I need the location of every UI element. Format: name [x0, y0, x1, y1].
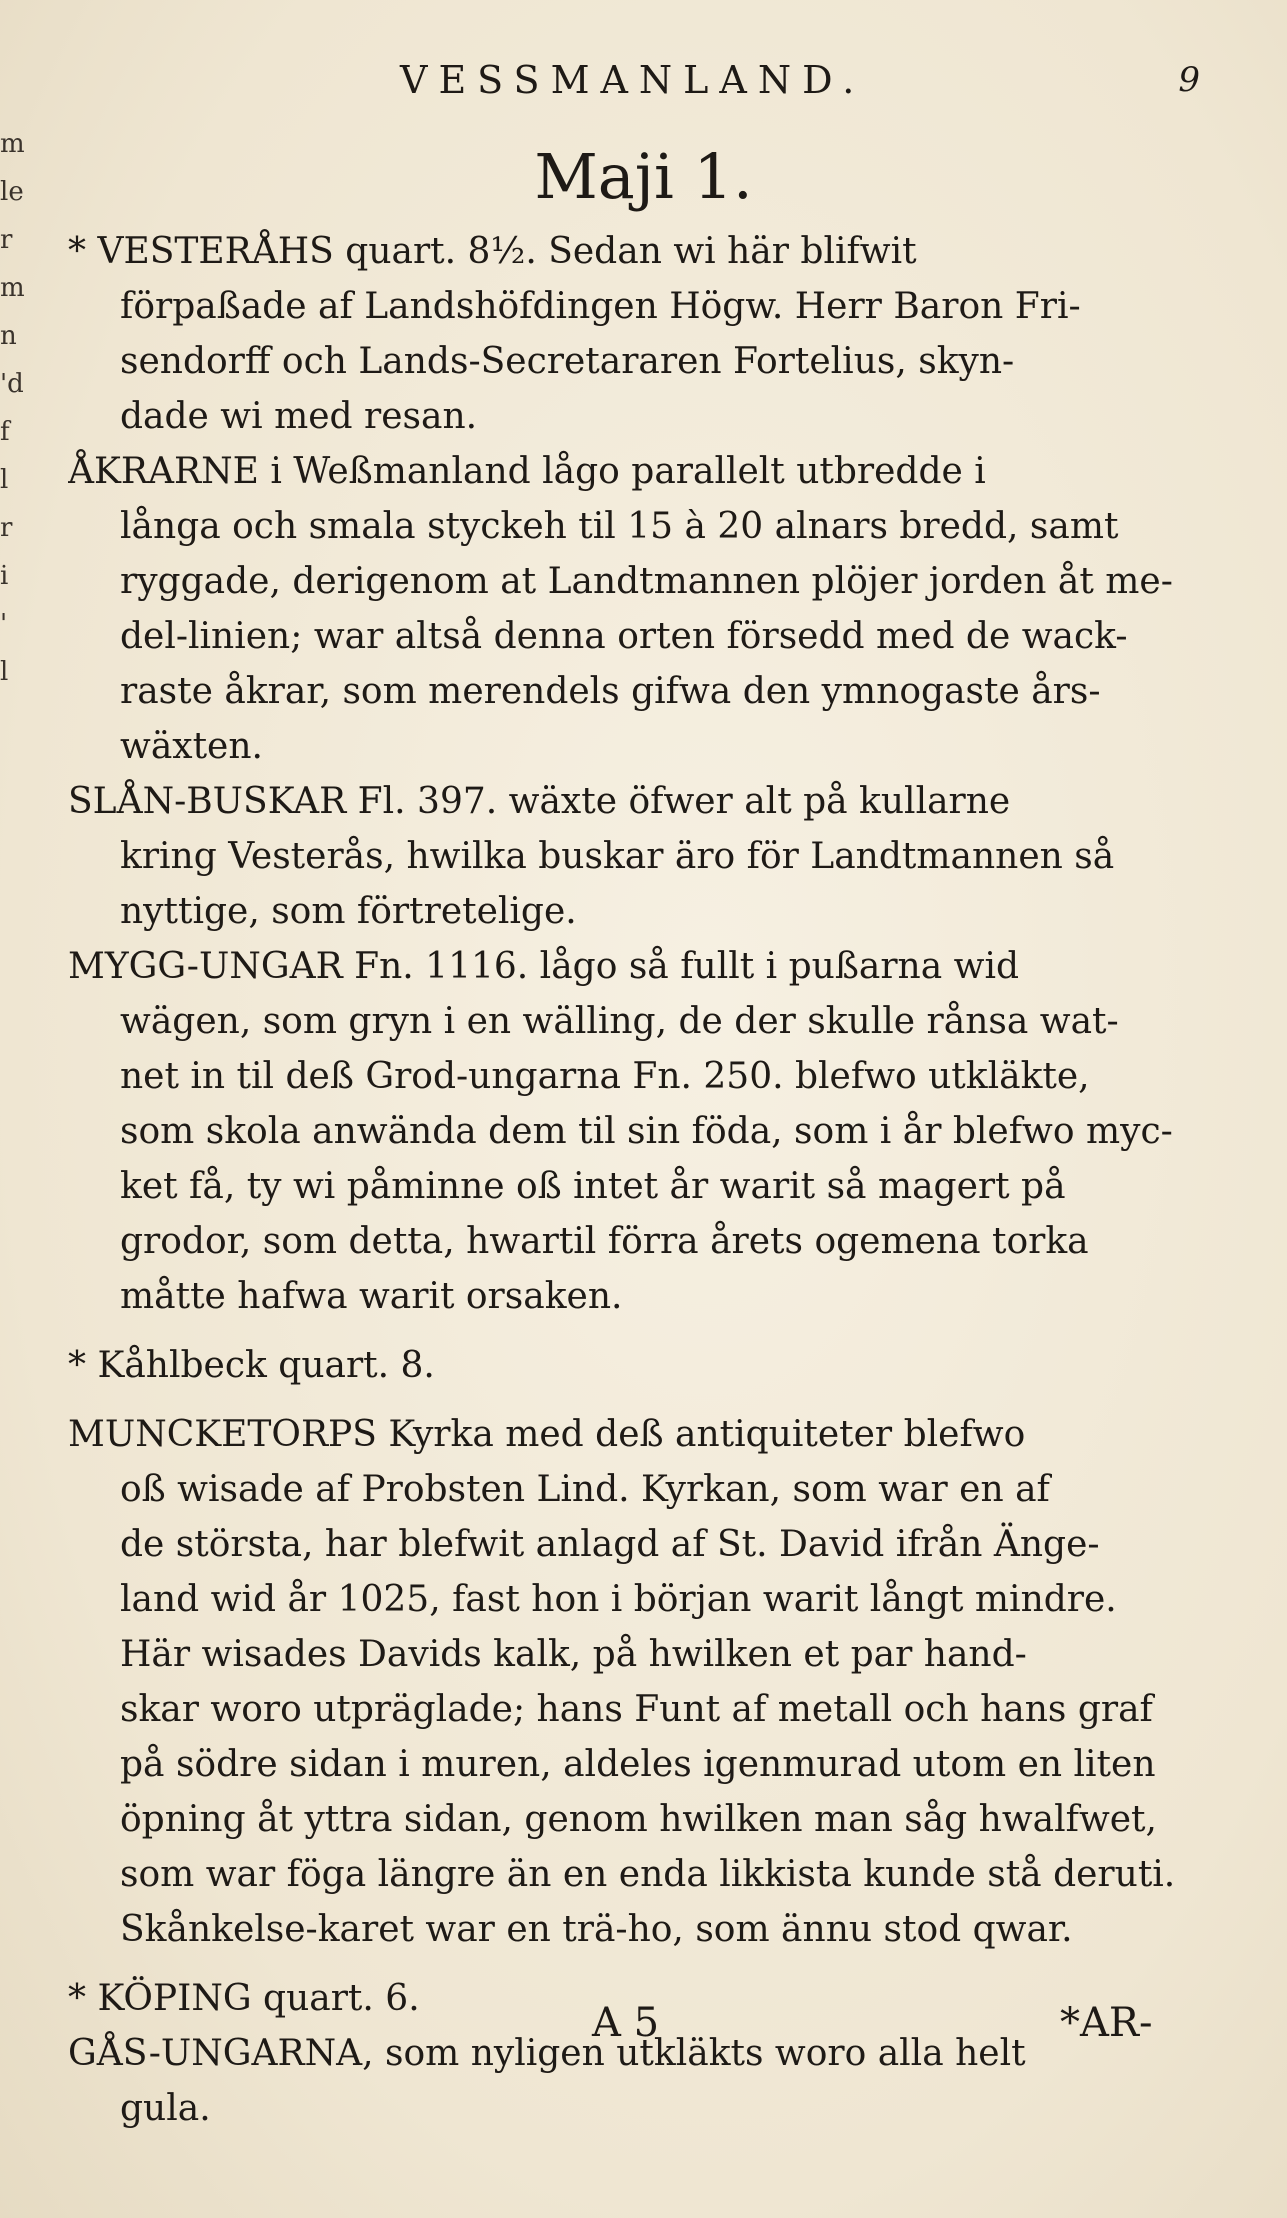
text-line: wäxten. [120, 726, 263, 767]
gutter-mark: ' [0, 609, 8, 639]
text-line: * KÖPING quart. 6. [68, 1978, 420, 2019]
page-number: 9 [1178, 60, 1200, 100]
text-line: * VESTERÅHS quart. 8½. Sedan wi här blifwit [68, 231, 917, 272]
facing-page-gutter [0, 120, 30, 820]
gutter-mark: m [0, 273, 25, 303]
running-title: VESSMANLAND. [400, 58, 866, 102]
text-line: måtte hafwa warit orsaken. [120, 1276, 623, 1317]
text-line: ryggade, derigenom at Landtmannen plöjer jorden åt me- [120, 561, 1173, 602]
text-line: ÅKRARNE i Weßmanland lågo parallelt utbredde i [68, 451, 986, 492]
text-line: land wid år 1025, fast hon i början warit långt mindre. [120, 1579, 1117, 1620]
gutter-mark: f [0, 417, 10, 447]
gutter-mark: m [0, 129, 25, 159]
text-line: net in til deß Grod-ungarna Fn. 250. blefwo utkläkte, [120, 1056, 1090, 1097]
text-line: som skola anwända dem til sin föda, som i år blefwo myc- [120, 1111, 1173, 1152]
text-line: MYGG-UNGAR Fn. 1116. lågo så fullt i pußarna wid [68, 946, 1020, 987]
text-line: del-linien; war altså denna orten försedd med de wack- [120, 616, 1128, 657]
text-line: förpaßade af Landshöfdingen Högw. Herr Baron Fri- [120, 286, 1081, 327]
text-line: wägen, som gryn i en wälling, de der skulle rånsa wat- [120, 1001, 1119, 1042]
text-line: kring Vesterås, hwilka buskar äro för Landtmannen så [120, 836, 1115, 877]
gutter-mark: r [0, 513, 13, 543]
gutter-mark: r [0, 225, 13, 255]
text-line: dade wi med resan. [120, 396, 478, 437]
body-text [68, 224, 1218, 2136]
text-line: GÅS-UNGARNA, som nyligen utkläkts woro alla helt [68, 2033, 1026, 2074]
text-line: oß wisade af Probsten Lind. Kyrkan, som war en af [120, 1469, 1050, 1510]
text-line: raste åkrar, som merendels gifwa den ymnogaste års- [120, 671, 1101, 712]
text-line: SLÅN-BUSKAR Fl. 397. wäxte öfwer alt på kullarne [68, 781, 1011, 822]
text-line: ket få, ty wi påminne oß intet år warit så magert på [120, 1166, 1066, 1207]
text-line: gula. [120, 2088, 211, 2129]
signature-mark: A 5 [592, 2000, 660, 2046]
month-heading: Maji 1. [534, 140, 753, 213]
gutter-mark: n [0, 321, 17, 351]
gutter-mark: 'd [0, 369, 24, 399]
gutter-mark: i [0, 561, 9, 591]
text-line: skar woro utpräglade; hans Funt af metall och hans graf [120, 1689, 1153, 1730]
gutter-mark: le [0, 177, 24, 207]
gutter-mark: l [0, 657, 9, 687]
gutter-mark: l [0, 465, 9, 495]
text-line: sendorff och Lands-Secretararen Fortelius, skyn- [120, 341, 1015, 382]
text-line: nyttige, som förtretelige. [120, 891, 577, 932]
catchword: *AR- [1060, 2000, 1153, 2046]
text-line: MUNCKETORPS Kyrka med deß antiquiteter blefwo [68, 1414, 1026, 1455]
text-line: på södre sidan i muren, aldeles igenmurad utom en liten [120, 1744, 1156, 1785]
text-line: långa och smala styckeh til 15 à 20 alnars bredd, samt [120, 506, 1119, 547]
text-line: Här wisades Davids kalk, på hwilken et par hand- [120, 1634, 1027, 1675]
text-line: grodor, som detta, hwartil förra årets ogemena torka [120, 1221, 1089, 1262]
page-header [400, 58, 1200, 108]
text-line: Skånkelse-karet war en trä-ho, som ännu stod qwar. [120, 1909, 1073, 1950]
page-footer [0, 2000, 1287, 2060]
text-line: de största, har blefwit anlagd af St. David ifrån Änge- [120, 1524, 1100, 1565]
text-line: * Kåhlbeck quart. 8. [68, 1345, 435, 1386]
text-line: öpning åt yttra sidan, genom hwilken man såg hwalfwet, [120, 1799, 1157, 1840]
text-line: som war föga längre än en enda likkista kunde stå deruti. [120, 1854, 1176, 1895]
